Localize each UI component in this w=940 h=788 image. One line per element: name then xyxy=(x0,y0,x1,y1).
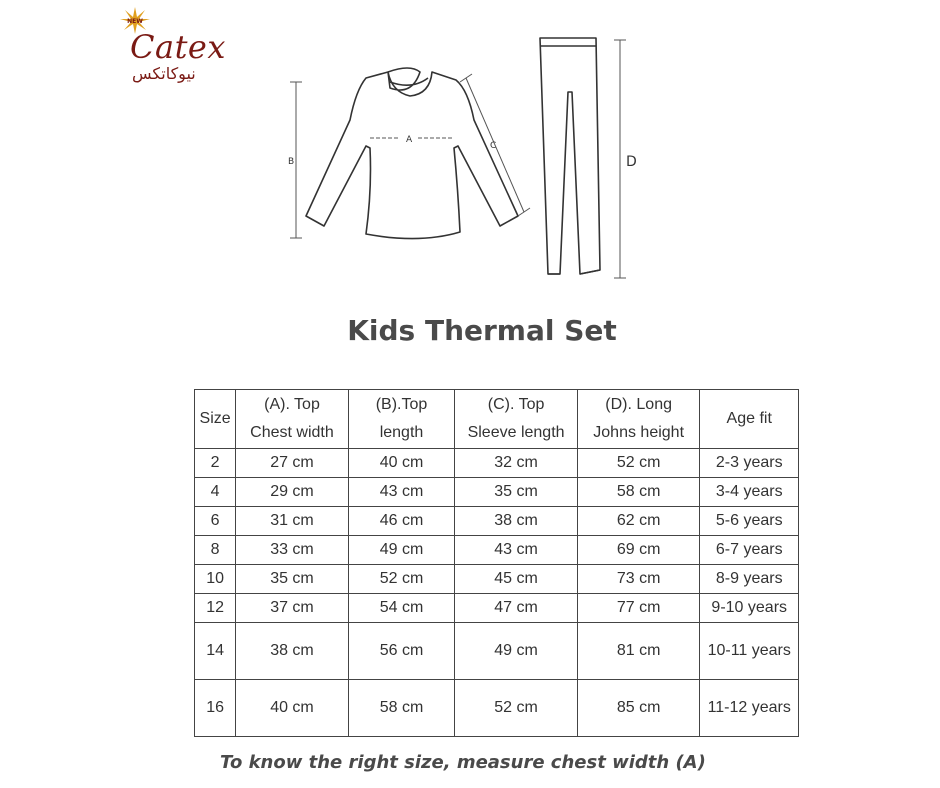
table-row xyxy=(195,680,799,737)
logo-wordmark: Catex xyxy=(130,28,226,66)
catex-logo xyxy=(112,6,232,86)
cell-top-length: 40 cm xyxy=(348,449,455,478)
header-chest-width xyxy=(236,390,349,449)
header-sleeve-length xyxy=(455,390,578,449)
cell-size: 16 xyxy=(195,680,236,737)
cell-chest-width: 35 cm xyxy=(236,565,349,594)
cell-chest-width: 37 cm xyxy=(236,594,349,623)
header-length-line1: (B).Top xyxy=(375,396,428,413)
cell-top-length: 46 cm xyxy=(348,507,455,536)
header-chest-line1: (A). Top xyxy=(264,396,320,413)
cell-sleeve-length: 49 cm xyxy=(455,623,578,680)
cell-size: 14 xyxy=(195,623,236,680)
cell-size: 6 xyxy=(195,507,236,536)
cell-size: 10 xyxy=(195,565,236,594)
header-age-label: Age fit xyxy=(726,410,772,427)
cell-chest-width: 31 cm xyxy=(236,507,349,536)
header-length-line2: length xyxy=(379,424,424,441)
cell-top-length: 56 cm xyxy=(348,623,455,680)
cell-age-fit: 5-6 years xyxy=(700,507,799,536)
header-johns-height xyxy=(577,390,700,449)
header-top-length xyxy=(348,390,455,449)
header-sleeve-line2: Sleeve length xyxy=(467,424,565,441)
cell-johns-height: 85 cm xyxy=(577,680,700,737)
cell-size: 8 xyxy=(195,536,236,565)
header-sleeve-line1: (C). Top xyxy=(487,396,545,413)
cell-johns-height: 73 cm xyxy=(577,565,700,594)
label-b: B xyxy=(288,157,295,167)
cell-johns-height: 58 cm xyxy=(577,478,700,507)
cell-johns-height: 77 cm xyxy=(577,594,700,623)
cell-age-fit: 10-11 years xyxy=(700,623,799,680)
cell-sleeve-length: 38 cm xyxy=(455,507,578,536)
table-row xyxy=(195,623,799,680)
cell-sleeve-length: 52 cm xyxy=(455,680,578,737)
top-illustration xyxy=(306,68,518,239)
new-badge: NEW xyxy=(127,18,143,25)
label-a: A xyxy=(406,135,413,145)
cell-sleeve-length: 43 cm xyxy=(455,536,578,565)
cell-sleeve-length: 45 cm xyxy=(455,565,578,594)
cell-sleeve-length: 47 cm xyxy=(455,594,578,623)
logo-arabic-wordmark: نيوكاتكس xyxy=(132,64,196,83)
header-size-label: Size xyxy=(199,410,231,427)
cell-age-fit: 9-10 years xyxy=(700,594,799,623)
table-row xyxy=(195,565,799,594)
cell-age-fit: 3-4 years xyxy=(700,478,799,507)
cell-sleeve-length: 32 cm xyxy=(455,449,578,478)
header-age-fit xyxy=(700,390,799,449)
cell-chest-width: 29 cm xyxy=(236,478,349,507)
page-title: Kids Thermal Set xyxy=(347,314,617,347)
cell-chest-width: 38 cm xyxy=(236,623,349,680)
garment-diagram xyxy=(270,20,650,310)
pants-illustration xyxy=(540,38,600,274)
cell-size: 12 xyxy=(195,594,236,623)
cell-top-length: 49 cm xyxy=(348,536,455,565)
cell-size: 4 xyxy=(195,478,236,507)
cell-age-fit: 8-9 years xyxy=(700,565,799,594)
label-d: D xyxy=(626,154,637,170)
sizing-hint: To know the right size, measure chest width (A) xyxy=(220,752,706,773)
cell-chest-width: 33 cm xyxy=(236,536,349,565)
size-chart-table xyxy=(194,389,799,737)
table-row xyxy=(195,478,799,507)
cell-johns-height: 81 cm xyxy=(577,623,700,680)
cell-johns-height: 52 cm xyxy=(577,449,700,478)
table-row xyxy=(195,449,799,478)
header-size xyxy=(195,390,236,449)
table-header-row xyxy=(195,390,799,449)
cell-top-length: 43 cm xyxy=(348,478,455,507)
cell-size: 2 xyxy=(195,449,236,478)
cell-johns-height: 62 cm xyxy=(577,507,700,536)
header-johns-line1: (D). Long xyxy=(605,396,672,413)
cell-chest-width: 40 cm xyxy=(236,680,349,737)
cell-sleeve-length: 35 cm xyxy=(455,478,578,507)
cell-top-length: 58 cm xyxy=(348,680,455,737)
table-row xyxy=(195,507,799,536)
table-row xyxy=(195,594,799,623)
cell-top-length: 54 cm xyxy=(348,594,455,623)
label-c: C xyxy=(490,141,497,151)
header-johns-line2: Johns height xyxy=(593,424,685,441)
cell-age-fit: 11-12 years xyxy=(700,680,799,737)
cell-age-fit: 6-7 years xyxy=(700,536,799,565)
cell-top-length: 52 cm xyxy=(348,565,455,594)
cell-chest-width: 27 cm xyxy=(236,449,349,478)
table-row xyxy=(195,536,799,565)
cell-johns-height: 69 cm xyxy=(577,536,700,565)
cell-age-fit: 2-3 years xyxy=(700,449,799,478)
header-chest-line2: Chest width xyxy=(250,424,334,441)
